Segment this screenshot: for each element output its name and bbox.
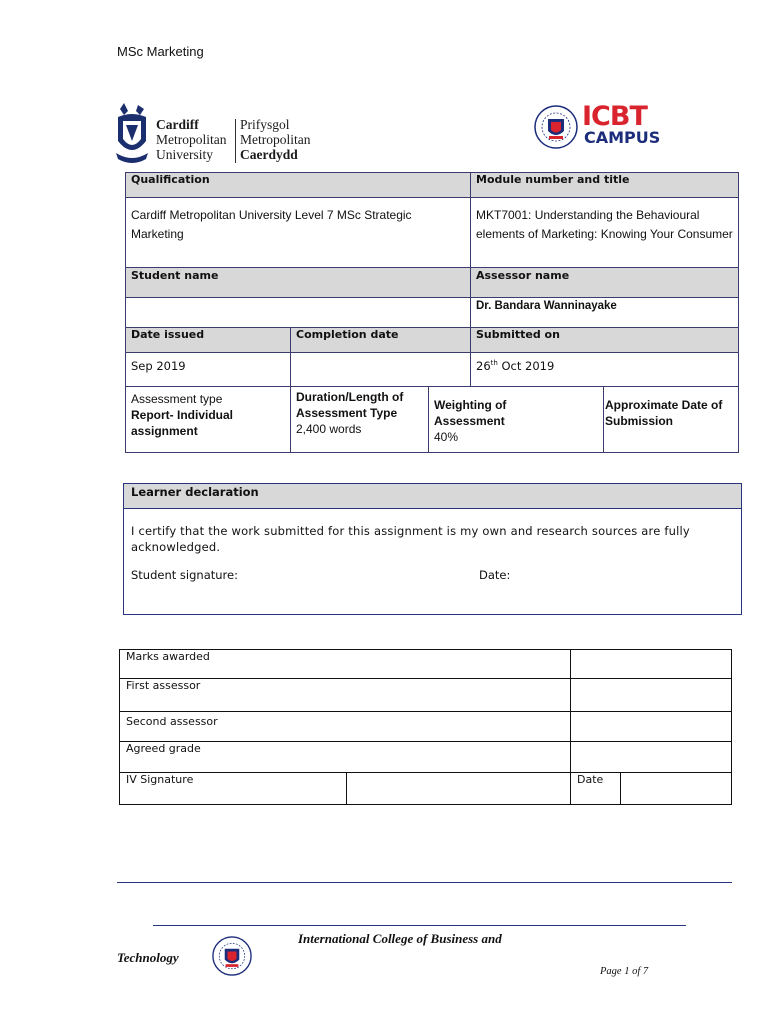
learner-declaration-header xyxy=(124,484,741,509)
completion-date-label: Completion date xyxy=(291,328,471,353)
learner-declaration-title: Learner declaration xyxy=(131,485,259,499)
submitted-day: 26 xyxy=(476,359,491,373)
learner-declaration-box xyxy=(123,483,742,615)
footer-college-line1: International College of Business and xyxy=(298,931,502,946)
agreed-grade-label: Agreed grade xyxy=(120,742,571,773)
campus-wordmark: CAMPUS xyxy=(584,128,661,147)
assessment-type-cell xyxy=(126,387,291,453)
marks-awarded-value xyxy=(571,650,732,679)
agreed-grade-value xyxy=(571,742,732,773)
running-header: MSc Marketing xyxy=(117,44,204,59)
submitted-on-label: Submitted on xyxy=(471,328,739,353)
logo-divider xyxy=(235,119,236,163)
duration-label: Duration/Length of Assessment Type xyxy=(296,390,404,420)
logo-en-line2: Metropolitan xyxy=(156,132,227,147)
logo-en-line3: University xyxy=(156,147,213,162)
duration-cell xyxy=(291,387,429,453)
assessment-type-value: Report- Individual assignment xyxy=(131,408,233,438)
assignment-info-table xyxy=(125,172,739,453)
logo-text-en xyxy=(156,117,227,162)
second-assessor-label: Second assessor xyxy=(120,712,571,742)
marks-awarded-label: Marks awarded xyxy=(120,650,571,679)
cardiff-crest-icon xyxy=(114,101,150,167)
second-assessor-value xyxy=(571,712,732,742)
student-name-value xyxy=(126,298,471,328)
footer-seal-icon xyxy=(212,936,252,976)
weighting-label: Weighting of Assessment xyxy=(434,398,507,428)
logo-cy-line2: Metropolitan xyxy=(240,132,311,147)
module-value: MKT7001: Understanding the Behavioural elements of Marketing: Knowing Your Consumer xyxy=(471,198,739,268)
completion-date-value xyxy=(291,353,471,387)
footer-rule-2 xyxy=(153,925,686,926)
assessment-type-label: Assessment type xyxy=(131,392,223,406)
submitted-on-value xyxy=(471,353,739,387)
qualification-label: Qualification xyxy=(126,173,471,198)
declaration-statement: I certify that the work submitted for this assignment is my own and research sources are fully acknowledged. xyxy=(131,524,690,554)
date-issued-value: Sep 2019 xyxy=(126,353,291,387)
logo-en-line1: Cardiff xyxy=(156,117,199,132)
first-assessor-label: First assessor xyxy=(120,679,571,712)
student-name-label: Student name xyxy=(126,268,471,298)
approximate-date-label: Approximate Date of Submission xyxy=(604,387,739,453)
iv-signature-label: IV Signature xyxy=(120,773,347,805)
page-number: Page 1 of 7 xyxy=(600,966,649,977)
icbt-wordmark: ICBT xyxy=(582,101,647,132)
module-label: Module number and title xyxy=(471,173,739,198)
date-issued-label: Date issued xyxy=(126,328,291,353)
logo-cy-line1: Prifysgol xyxy=(240,117,290,132)
footer-college-line2: Technology xyxy=(117,950,179,965)
weighting-value: 40% xyxy=(434,430,459,444)
logo-cy-line3: Caerdydd xyxy=(240,147,298,162)
assessor-name-label: Assessor name xyxy=(471,268,739,298)
iv-signature-value xyxy=(347,773,571,805)
submitted-day-suffix: th xyxy=(490,359,498,368)
marks-date-label: Date xyxy=(571,773,621,805)
qualification-value: Cardiff Metropolitan University Level 7 MSc Strategic Marketing xyxy=(126,198,471,268)
marks-table xyxy=(119,649,732,805)
first-assessor-value xyxy=(571,679,732,712)
cardiff-met-logo xyxy=(114,101,311,169)
weighting-cell xyxy=(429,387,604,453)
student-signature-label: Student signature: xyxy=(131,568,238,582)
logo-text-cy xyxy=(240,117,311,162)
duration-value: 2,400 words xyxy=(296,422,362,436)
marks-date-value xyxy=(621,773,732,805)
icbt-campus-logo xyxy=(534,101,661,153)
footer-rule-1 xyxy=(117,882,732,883)
submitted-month-year: Oct 2019 xyxy=(497,359,555,373)
icbt-seal-icon xyxy=(534,105,578,149)
assessor-name-value: Dr. Bandara Wanninayake xyxy=(471,298,739,328)
declaration-date-label: Date: xyxy=(479,568,511,582)
